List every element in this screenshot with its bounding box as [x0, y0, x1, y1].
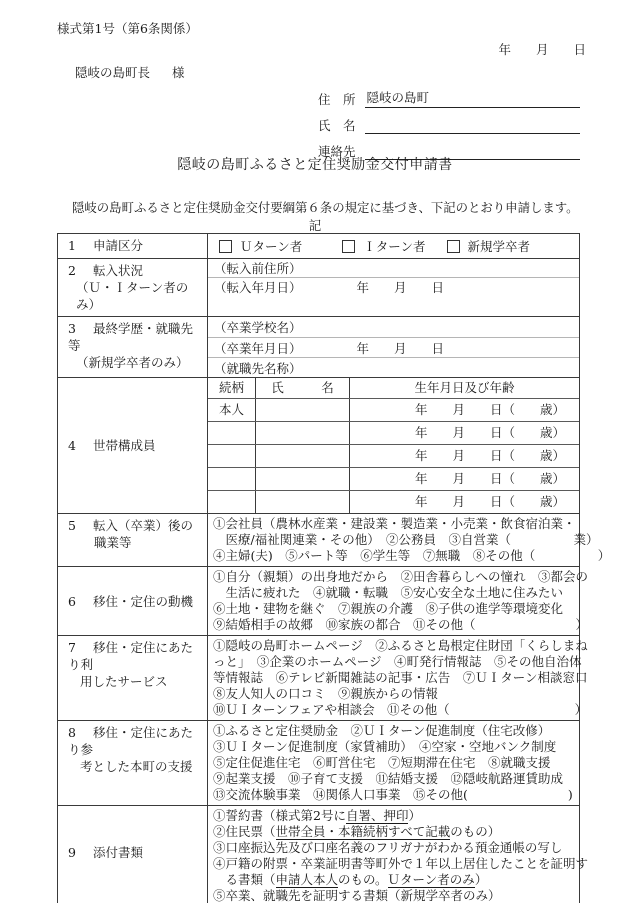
checkbox-new-graduate[interactable] — [447, 240, 460, 253]
occupation-options: ①会社員（農林水産業・建設業・製造業・小売業・飲食宿泊業・ 医療/福祉関連業・その他） ②公務員 ③自営業（ 業） ④主婦(夫) ⑤パート等 ⑥学生等 ⑦無職 ⑧その他（ ） — [213, 516, 611, 563]
row8-number: 8 — [68, 725, 76, 740]
member-name-cell[interactable] — [256, 399, 350, 421]
birthdate-column-header: 生年月日及び年齢 — [414, 380, 515, 395]
member-birthdate-cell[interactable]: 年 月 日（ 歳） — [414, 471, 565, 486]
option-iturn — [342, 237, 425, 255]
row-attachments — [58, 805, 589, 903]
row-household-members — [58, 377, 579, 513]
member-birthdate-cell[interactable]: 年 月 日（ 歳） — [414, 425, 565, 440]
row9-number: 9 — [68, 845, 76, 860]
name-column-header: 氏 名 — [256, 378, 350, 398]
checkbox-iturn[interactable] — [342, 240, 355, 253]
addressee-honorific: 様 — [172, 65, 185, 80]
addressee-name: 隠岐の島町長 — [75, 65, 151, 80]
row4-header — [58, 378, 208, 513]
name-label: 氏 名 — [318, 118, 356, 133]
row-occupation — [58, 513, 611, 566]
move-in-date-label: （転入年月日） — [214, 279, 302, 295]
school-name-label: （卒業学校名） — [214, 320, 302, 335]
option-uturn-label: Ｕターン者 — [240, 239, 303, 254]
name-row — [318, 108, 580, 134]
member-row — [208, 421, 579, 444]
row2-header — [58, 259, 208, 316]
row7-label-line2: 用したサービス — [80, 674, 168, 689]
row3-number: 3 — [68, 321, 76, 336]
row1-label: 申請区分 — [93, 238, 144, 253]
page-title: 隠岐の島町ふるさと定住奨励金交付申請書 — [177, 157, 453, 173]
row5-label-line2: 職業等 — [94, 535, 132, 550]
row6-label: 移住・定住の動機 — [93, 593, 194, 609]
row8-label-line2: 考とした本町の支援 — [80, 759, 193, 774]
row1-number: 1 — [68, 238, 76, 253]
motivation-options: ①自分（親類）の出身地だから ②田舎暮らしへの憧れ ③都会の 生活に疲れた ④就職・転職 ⑤安心安全な土地に住みたい ⑥土地・建物を継ぐ ⑦親族の介護 ⑧子供の進学等環境変化 ⑨結婚相手の故郷 ⑩家族の都合 ⑪その他（ ） — [213, 569, 589, 632]
graduation-date-label: （卒業年月日） — [214, 340, 302, 356]
address-input-line[interactable] — [365, 80, 580, 108]
row-referenced-support — [58, 720, 579, 805]
row3-fields — [208, 317, 579, 377]
member-birthdate-cell[interactable]: 年 月 日（ 歳） — [414, 448, 565, 463]
services-options: ①隠岐の島町ホームページ ②ふるさと島根定住財団「くらしまね っと」 ③企業のホームページ ④町発行情報誌 ⑤その他自治体 等情報誌 ⑥テレビ新聞雑誌の記事・広告 ⑦ＵＩターン相談窓口 ⑧友人知人の口コミ ⑨親族からの情報 ⑩ＵＩターンフェアや相談会 ⑪その他（ ） — [213, 638, 588, 717]
addressee-line — [75, 63, 185, 81]
move-in-date-field[interactable] — [208, 277, 579, 295]
graduation-date-field[interactable] — [208, 337, 579, 357]
address-value: 隠岐の島町 — [366, 90, 430, 105]
row8-label: 移住・定住にあたり参 — [68, 725, 194, 757]
option-uturn — [219, 237, 302, 255]
member-name-cell[interactable] — [256, 422, 350, 444]
row3-label: 最終学歴・就職先等 — [68, 321, 194, 353]
member-row — [208, 467, 579, 490]
intro-text: 隠岐の島町ふるさと定住奨励金交付要綱第６条の規定に基づき、下記のとおり申請します。 — [72, 200, 579, 215]
row2-number: 2 — [68, 263, 76, 278]
graduation-date-blanks: 年 月 日 — [356, 340, 445, 356]
member-birthdate-cell[interactable]: 年 月 日（ 歳） — [414, 494, 565, 509]
row9-header — [58, 806, 208, 903]
member-row — [208, 444, 579, 467]
relation-column-header: 続柄 — [208, 378, 256, 398]
row3-sublabel: （新規学卒者のみ） — [76, 355, 189, 370]
address-row — [318, 82, 580, 108]
row2-label: 転入状況 — [93, 263, 144, 278]
row-education-employment — [58, 316, 579, 377]
application-form-table — [57, 233, 611, 903]
row6-number: 6 — [68, 593, 76, 609]
member-name-cell[interactable] — [256, 468, 350, 490]
row2-sublabel: （Ｕ・Ｉターン者のみ） — [76, 280, 189, 312]
row5-header — [58, 514, 208, 566]
attachments-list: ①誓約書（様式第2号に自署、押印） ②住民票（世帯全員・本籍続柄すべて記載のもの） ③口座振込先及び口座名義のフリガナがわかる預金通帳の写し ④戸籍の附票・卒業証明書等町外で１年以上居住したことを証明す る書類（申請人本人のもの。Ｕターン者のみ） ⑤卒業、就職先を証明する書類（新規学卒者のみ） — [213, 808, 589, 903]
row-motivation — [58, 566, 589, 635]
member-name-cell[interactable] — [256, 491, 350, 513]
row4-number: 4 — [68, 438, 76, 453]
address-label: 住 所 — [318, 92, 356, 107]
member-row-self — [208, 398, 579, 421]
member-birthdate-cell[interactable]: 年 月 日（ 歳） — [414, 402, 565, 417]
relation-cell[interactable] — [208, 445, 256, 467]
support-options: ①ふるさと定住奨励金 ②ＵＩターン促進制度（住宅改修） ③ＵＩターン促進制度（家賃補助） ④空家・空地バンク制度 ⑤定住促進住宅 ⑥町営住宅 ⑦短期滞在住宅 ⑧就職支援 ⑨起業支援 ⑩子育て支援 ⑪結婚支援 ⑫隠岐航路運賃助成 ⑬交流体験事業 ⑭関係人口事業 ⑮その他( ) — [213, 723, 573, 802]
member-name-cell[interactable] — [256, 445, 350, 467]
date-line[interactable]: 年 月 日 — [498, 42, 586, 57]
move-in-date-blanks: 年 月 日 — [356, 279, 445, 295]
row4-label: 世帯構成員 — [93, 438, 156, 453]
form-number: 様式第1号（第6条関係） — [57, 21, 198, 36]
row8-header — [58, 721, 208, 805]
row-application-type — [58, 234, 579, 258]
option-iturn-label: Ｉターン者 — [363, 239, 426, 254]
row-services-used — [58, 635, 588, 720]
relation-cell[interactable] — [208, 491, 256, 513]
application-type-options — [208, 234, 579, 258]
row3-header — [58, 317, 208, 377]
relation-cell-self: 本人 — [208, 399, 256, 421]
row6-header — [58, 567, 208, 635]
previous-address-field[interactable] — [208, 259, 579, 277]
row2-fields — [208, 259, 579, 316]
name-input-line[interactable] — [365, 106, 580, 134]
option-new-graduate — [447, 237, 531, 255]
contact-label: 連絡先 — [318, 144, 356, 159]
school-name-field[interactable] — [208, 317, 579, 337]
member-row — [208, 490, 579, 513]
checkbox-uturn[interactable] — [219, 240, 232, 253]
row-move-in-status — [58, 258, 579, 316]
household-members-table — [208, 378, 579, 513]
row9-label: 添付書類 — [93, 845, 144, 860]
employer-name-field[interactable] — [208, 357, 579, 377]
note-mark: 記 — [308, 218, 322, 233]
row5-label: 転入（卒業）後の — [93, 518, 194, 533]
relation-cell[interactable] — [208, 468, 256, 490]
applicant-info-block — [318, 82, 580, 160]
relation-cell[interactable] — [208, 422, 256, 444]
row7-number: 7 — [68, 640, 76, 655]
row7-header — [58, 636, 208, 720]
row5-number: 5 — [68, 518, 76, 533]
members-header-row — [208, 378, 579, 398]
row7-label: 移住・定住にあたり利 — [68, 640, 194, 672]
previous-address-label: （転入前住所） — [214, 261, 302, 276]
option-new-graduate-label: 新規学卒者 — [467, 239, 531, 254]
employer-name-label: （就職先名称） — [214, 360, 302, 376]
row1-header — [58, 234, 208, 258]
